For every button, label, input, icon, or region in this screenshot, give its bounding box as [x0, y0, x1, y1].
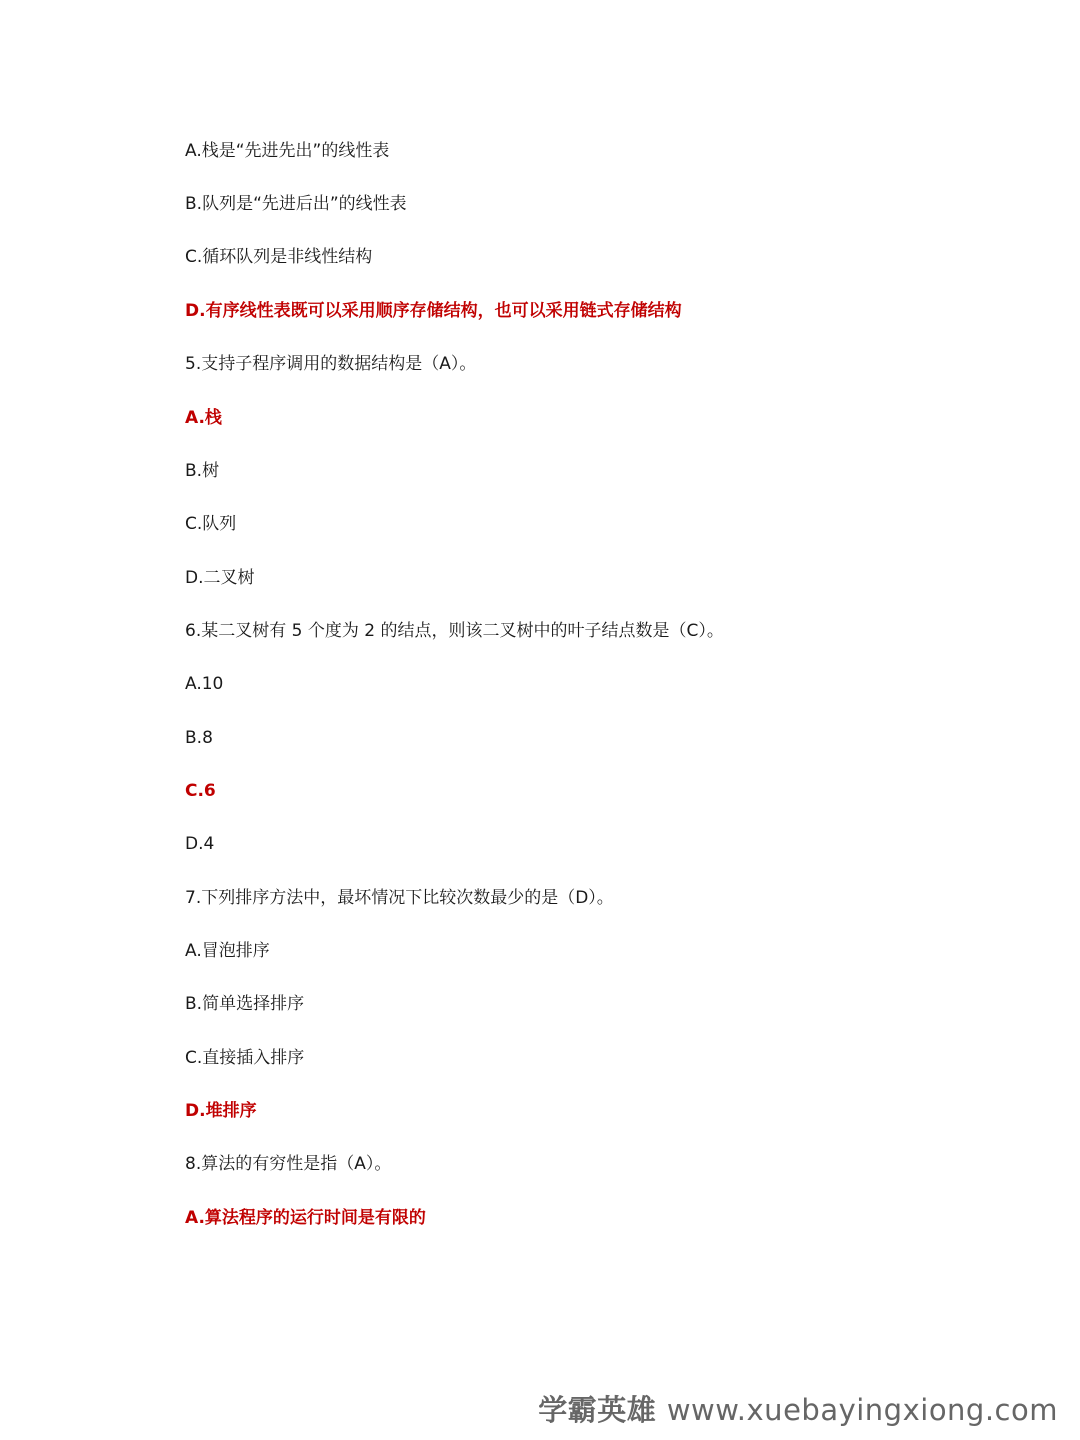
option-a-q5-answer: A.栈: [185, 408, 222, 428]
option-b-q5: B.树: [185, 461, 220, 481]
option-d-q7-answer: D.堆排序: [185, 1101, 257, 1121]
option-c-q7: C.直接插入排序: [185, 1048, 305, 1068]
option-b-q7: B.简单选择排序: [185, 994, 305, 1014]
option-b-q6: B.8: [185, 728, 213, 748]
option-b-q4: B.队列是“先进后出”的线性表: [185, 194, 407, 214]
option-a-q6: A.10: [185, 674, 224, 694]
question-7: 7.下列排序方法中，最坏情况下比较次数最少的是（D）。: [185, 888, 614, 908]
option-d-q6: D.4: [185, 834, 215, 854]
option-c-q5: C.队列: [185, 514, 237, 534]
watermark-brand: 学霸英雄: [538, 1393, 657, 1427]
watermark: [538, 1392, 1058, 1428]
option-a-q7: A.冒泡排序: [185, 941, 270, 961]
option-d-q4-answer: D.有序线性表既可以采用顺序存储结构，也可以采用链式存储结构: [185, 301, 682, 321]
question-6: 6.某二叉树有 5 个度为 2 的结点，则该二叉树中的叶子结点数是（C）。: [185, 621, 724, 641]
option-d-q5: D.二叉树: [185, 568, 255, 588]
option-c-q4: C.循环队列是非线性结构: [185, 247, 373, 267]
option-a-q8-answer: A.算法程序的运行时间是有限的: [185, 1208, 426, 1228]
option-c-q6-answer: C.6: [185, 781, 216, 801]
watermark-url: www.xuebayingxiong.com: [666, 1393, 1058, 1427]
question-5: 5.支持子程序调用的数据结构是（A）。: [185, 354, 477, 374]
question-8: 8.算法的有穷性是指（A）。: [185, 1154, 392, 1174]
option-a-q4: A.栈是“先进先出”的线性表: [185, 141, 390, 161]
